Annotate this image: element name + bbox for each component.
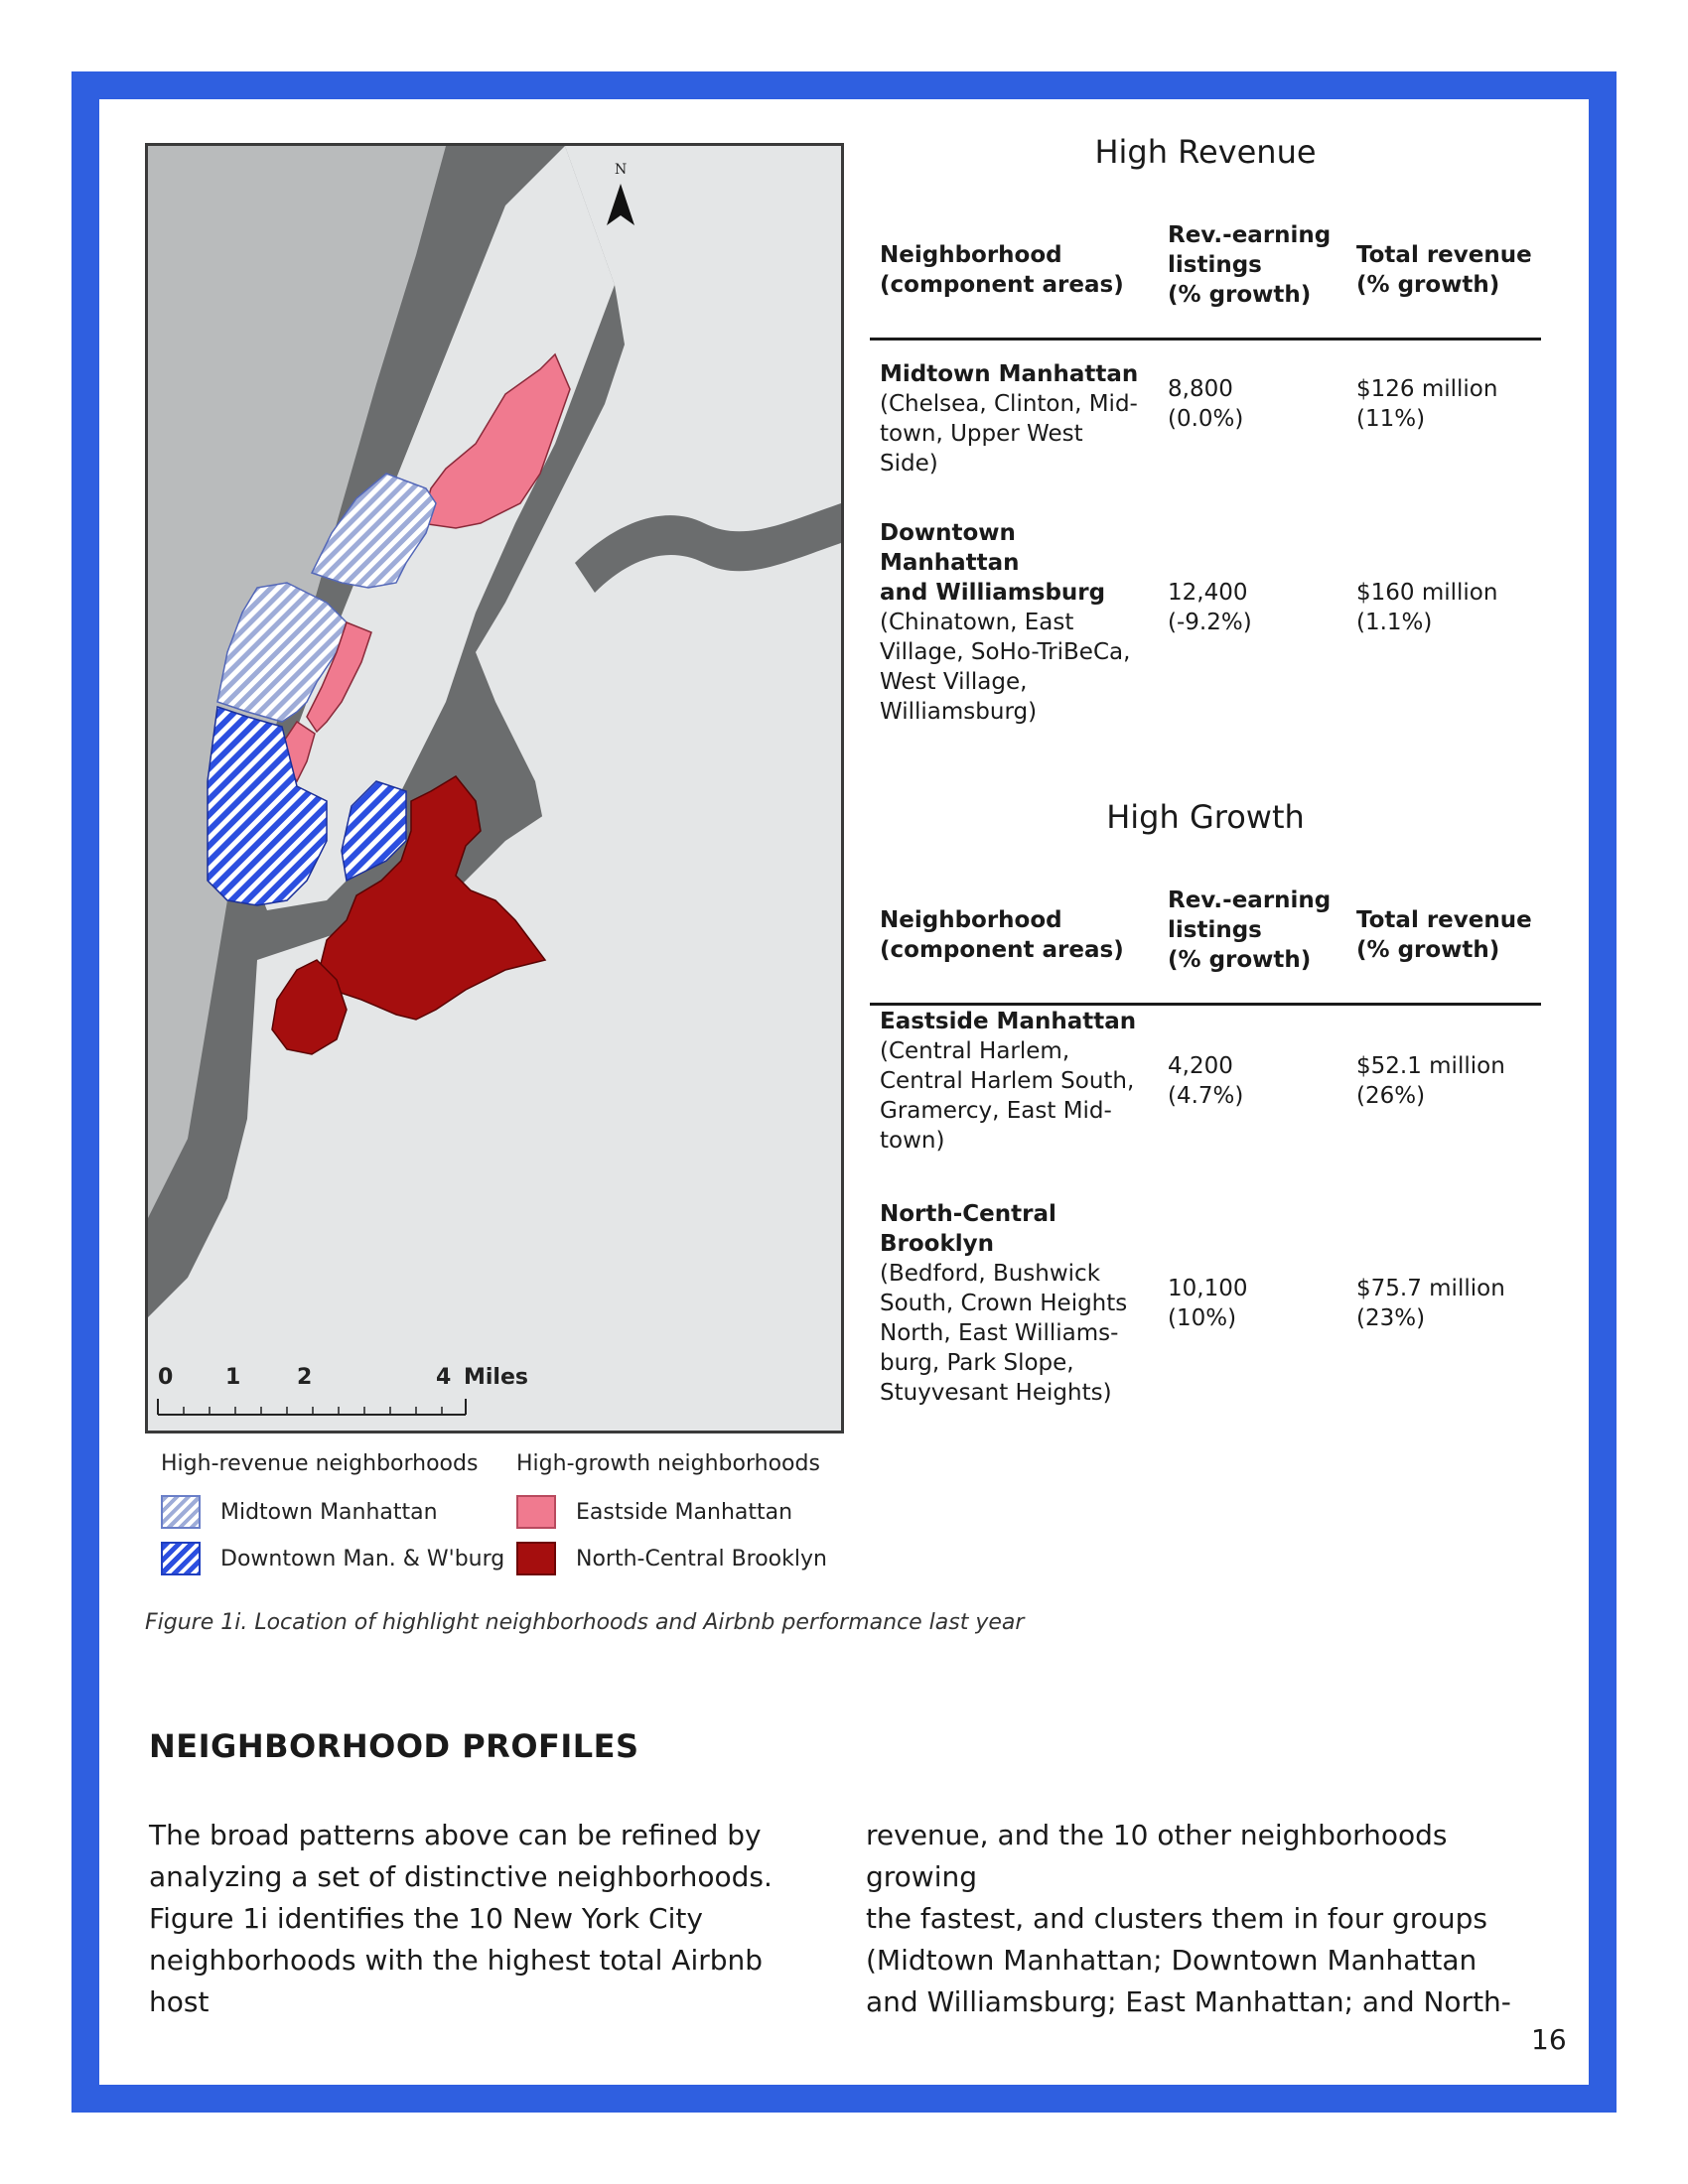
header-listings-line2: listings xyxy=(1168,252,1262,278)
scale-tick-4: 4 xyxy=(436,1365,452,1390)
row-areas-line: (Chelsea, Clinton, Mid- xyxy=(880,391,1138,417)
header-listings xyxy=(1168,886,1331,975)
row-neighborhood xyxy=(880,1199,1148,1408)
header-listings-line1: Rev.-earning xyxy=(1168,887,1332,913)
neighborhood-map xyxy=(145,143,844,1433)
header-listings-line1: Rev.-earning xyxy=(1168,222,1332,248)
scale-tick-0: 0 xyxy=(158,1365,174,1390)
legend-label-eastside: Eastside Manhattan xyxy=(576,1499,793,1525)
row-listings xyxy=(1168,374,1336,434)
legend-high-revenue xyxy=(161,1451,504,1587)
section-title: NEIGHBORHOOD PROFILES xyxy=(149,1727,639,1765)
body-line: the fastest, and clusters them in four groups xyxy=(866,1902,1487,1935)
header-neighborhood-line2: (component areas) xyxy=(880,272,1124,298)
row-areas-line: Central Harlem South, xyxy=(880,1068,1135,1094)
legend-heading-high-growth: High-growth neighborhoods xyxy=(516,1451,820,1476)
row-areas-line: Williamsburg) xyxy=(880,699,1038,725)
legend-label-brooklyn: North-Central Brooklyn xyxy=(576,1546,827,1571)
legend-label-midtown: Midtown Manhattan xyxy=(220,1499,438,1525)
row-areas-line: West Village, xyxy=(880,669,1028,695)
row-listings xyxy=(1168,1274,1336,1333)
row-revenue-growth: (23%) xyxy=(1356,1305,1426,1331)
high-growth-header xyxy=(870,887,1541,1006)
row-areas-line: town) xyxy=(880,1128,945,1154)
header-revenue xyxy=(1356,240,1532,300)
row-revenue xyxy=(1356,1051,1541,1111)
body-line: neighborhoods with the highest total Airbnb host xyxy=(149,1944,764,2018)
row-listings-growth: (-9.2%) xyxy=(1168,610,1252,635)
body-text-left xyxy=(149,1815,824,2023)
row-neighborhood xyxy=(880,518,1148,727)
row-revenue xyxy=(1356,578,1541,637)
row-listings xyxy=(1168,1051,1336,1111)
row-name: North-Central xyxy=(880,1201,1056,1227)
body-text-right xyxy=(866,1815,1541,2023)
row-revenue-value: $160 million xyxy=(1356,580,1498,606)
row-revenue-growth: (26%) xyxy=(1356,1083,1426,1109)
row-areas-line: North, East Williams- xyxy=(880,1320,1119,1346)
scale-tick-1: 1 xyxy=(225,1365,241,1390)
legend-item-brooklyn xyxy=(516,1541,827,1576)
legend-high-growth xyxy=(516,1451,827,1587)
header-revenue-line2: (% growth) xyxy=(1356,272,1500,298)
legend-swatch-downtown xyxy=(161,1542,201,1575)
map-svg xyxy=(148,146,841,1431)
body-line: analyzing a set of distinctive neighborhoods. xyxy=(149,1860,773,1893)
header-listings xyxy=(1168,220,1331,310)
north-letter: N xyxy=(615,162,628,178)
header-revenue xyxy=(1356,905,1532,965)
header-neighborhood-line1: Neighborhood xyxy=(880,907,1062,933)
body-line: and Williamsburg; East Manhattan; and North- xyxy=(866,1985,1511,2018)
legend-swatch-midtown xyxy=(161,1495,201,1529)
row-areas-line: (Central Harlem, xyxy=(880,1038,1070,1064)
legend-item-eastside xyxy=(516,1494,827,1530)
row-revenue-value: $52.1 million xyxy=(1356,1053,1505,1079)
row-name: and Williamsburg xyxy=(880,580,1106,606)
header-neighborhood xyxy=(880,905,1124,965)
legend-swatch-eastside xyxy=(516,1495,556,1529)
row-listings-value: 8,800 xyxy=(1168,376,1233,402)
row-listings-value: 12,400 xyxy=(1168,580,1248,606)
row-areas-line: burg, Park Slope, xyxy=(880,1350,1074,1376)
header-listings-line2: listings xyxy=(1168,917,1262,943)
row-areas-line: Gramercy, East Mid- xyxy=(880,1098,1112,1124)
header-neighborhood-line2: (component areas) xyxy=(880,937,1124,963)
row-areas-line: Stuyvesant Heights) xyxy=(880,1380,1112,1406)
row-listings xyxy=(1168,578,1336,637)
row-name: Brooklyn xyxy=(880,1231,995,1257)
high-growth-title: High Growth xyxy=(1106,798,1305,836)
row-revenue-value: $75.7 million xyxy=(1356,1276,1505,1301)
row-revenue xyxy=(1356,374,1541,434)
row-areas-line: Village, SoHo-TriBeCa, xyxy=(880,639,1131,665)
row-name: Downtown Manhattan xyxy=(880,520,1020,576)
body-line: The broad patterns above can be refined by xyxy=(149,1819,762,1851)
figure-caption: Figure 1i. Location of highlight neighborhoods and Airbnb performance last year xyxy=(145,1610,1025,1635)
header-listings-line3: (% growth) xyxy=(1168,947,1312,973)
row-areas-line: (Chinatown, East xyxy=(880,610,1074,635)
legend-item-downtown xyxy=(161,1541,504,1576)
high-revenue-header xyxy=(870,222,1541,341)
high-revenue-title: High Revenue xyxy=(1094,133,1317,171)
scale-tick-2: 2 xyxy=(297,1365,313,1390)
row-neighborhood xyxy=(880,359,1148,478)
map-legend xyxy=(161,1451,856,1600)
row-revenue-growth: (11%) xyxy=(1356,406,1426,432)
row-areas-line: town, Upper West Side) xyxy=(880,421,1083,477)
header-revenue-line2: (% growth) xyxy=(1356,937,1500,963)
header-neighborhood-line1: Neighborhood xyxy=(880,242,1062,268)
row-listings-growth: (10%) xyxy=(1168,1305,1237,1331)
legend-item-midtown xyxy=(161,1494,504,1530)
body-line: revenue, and the 10 other neighborhoods growing xyxy=(866,1819,1448,1893)
header-listings-line3: (% growth) xyxy=(1168,282,1312,308)
body-line: (Midtown Manhattan; Downtown Manhattan xyxy=(866,1944,1477,1977)
row-revenue xyxy=(1356,1274,1541,1333)
row-listings-value: 10,100 xyxy=(1168,1276,1248,1301)
row-listings-growth: (0.0%) xyxy=(1168,406,1244,432)
body-line: Figure 1i identifies the 10 New York City xyxy=(149,1902,703,1935)
row-listings-growth: (4.7%) xyxy=(1168,1083,1244,1109)
header-neighborhood xyxy=(880,240,1124,300)
legend-heading-high-revenue: High-revenue neighborhoods xyxy=(161,1451,479,1476)
page-number: 16 xyxy=(1531,2023,1567,2056)
legend-label-downtown: Downtown Man. & W'burg xyxy=(220,1546,505,1571)
scale-labels xyxy=(158,1365,528,1395)
row-name: Eastside Manhattan xyxy=(880,1009,1137,1034)
scale-unit: Miles xyxy=(464,1365,528,1390)
legend-swatch-brooklyn xyxy=(516,1542,556,1575)
header-revenue-line1: Total revenue xyxy=(1356,907,1532,933)
performance-tables xyxy=(870,133,1541,1443)
row-areas-line: South, Crown Heights xyxy=(880,1291,1128,1316)
row-listings-value: 4,200 xyxy=(1168,1053,1233,1079)
header-revenue-line1: Total revenue xyxy=(1356,242,1532,268)
row-neighborhood xyxy=(880,1007,1148,1156)
row-name: Midtown Manhattan xyxy=(880,361,1139,387)
row-areas-line: (Bedford, Bushwick xyxy=(880,1261,1101,1287)
row-revenue-value: $126 million xyxy=(1356,376,1498,402)
row-revenue-growth: (1.1%) xyxy=(1356,610,1433,635)
